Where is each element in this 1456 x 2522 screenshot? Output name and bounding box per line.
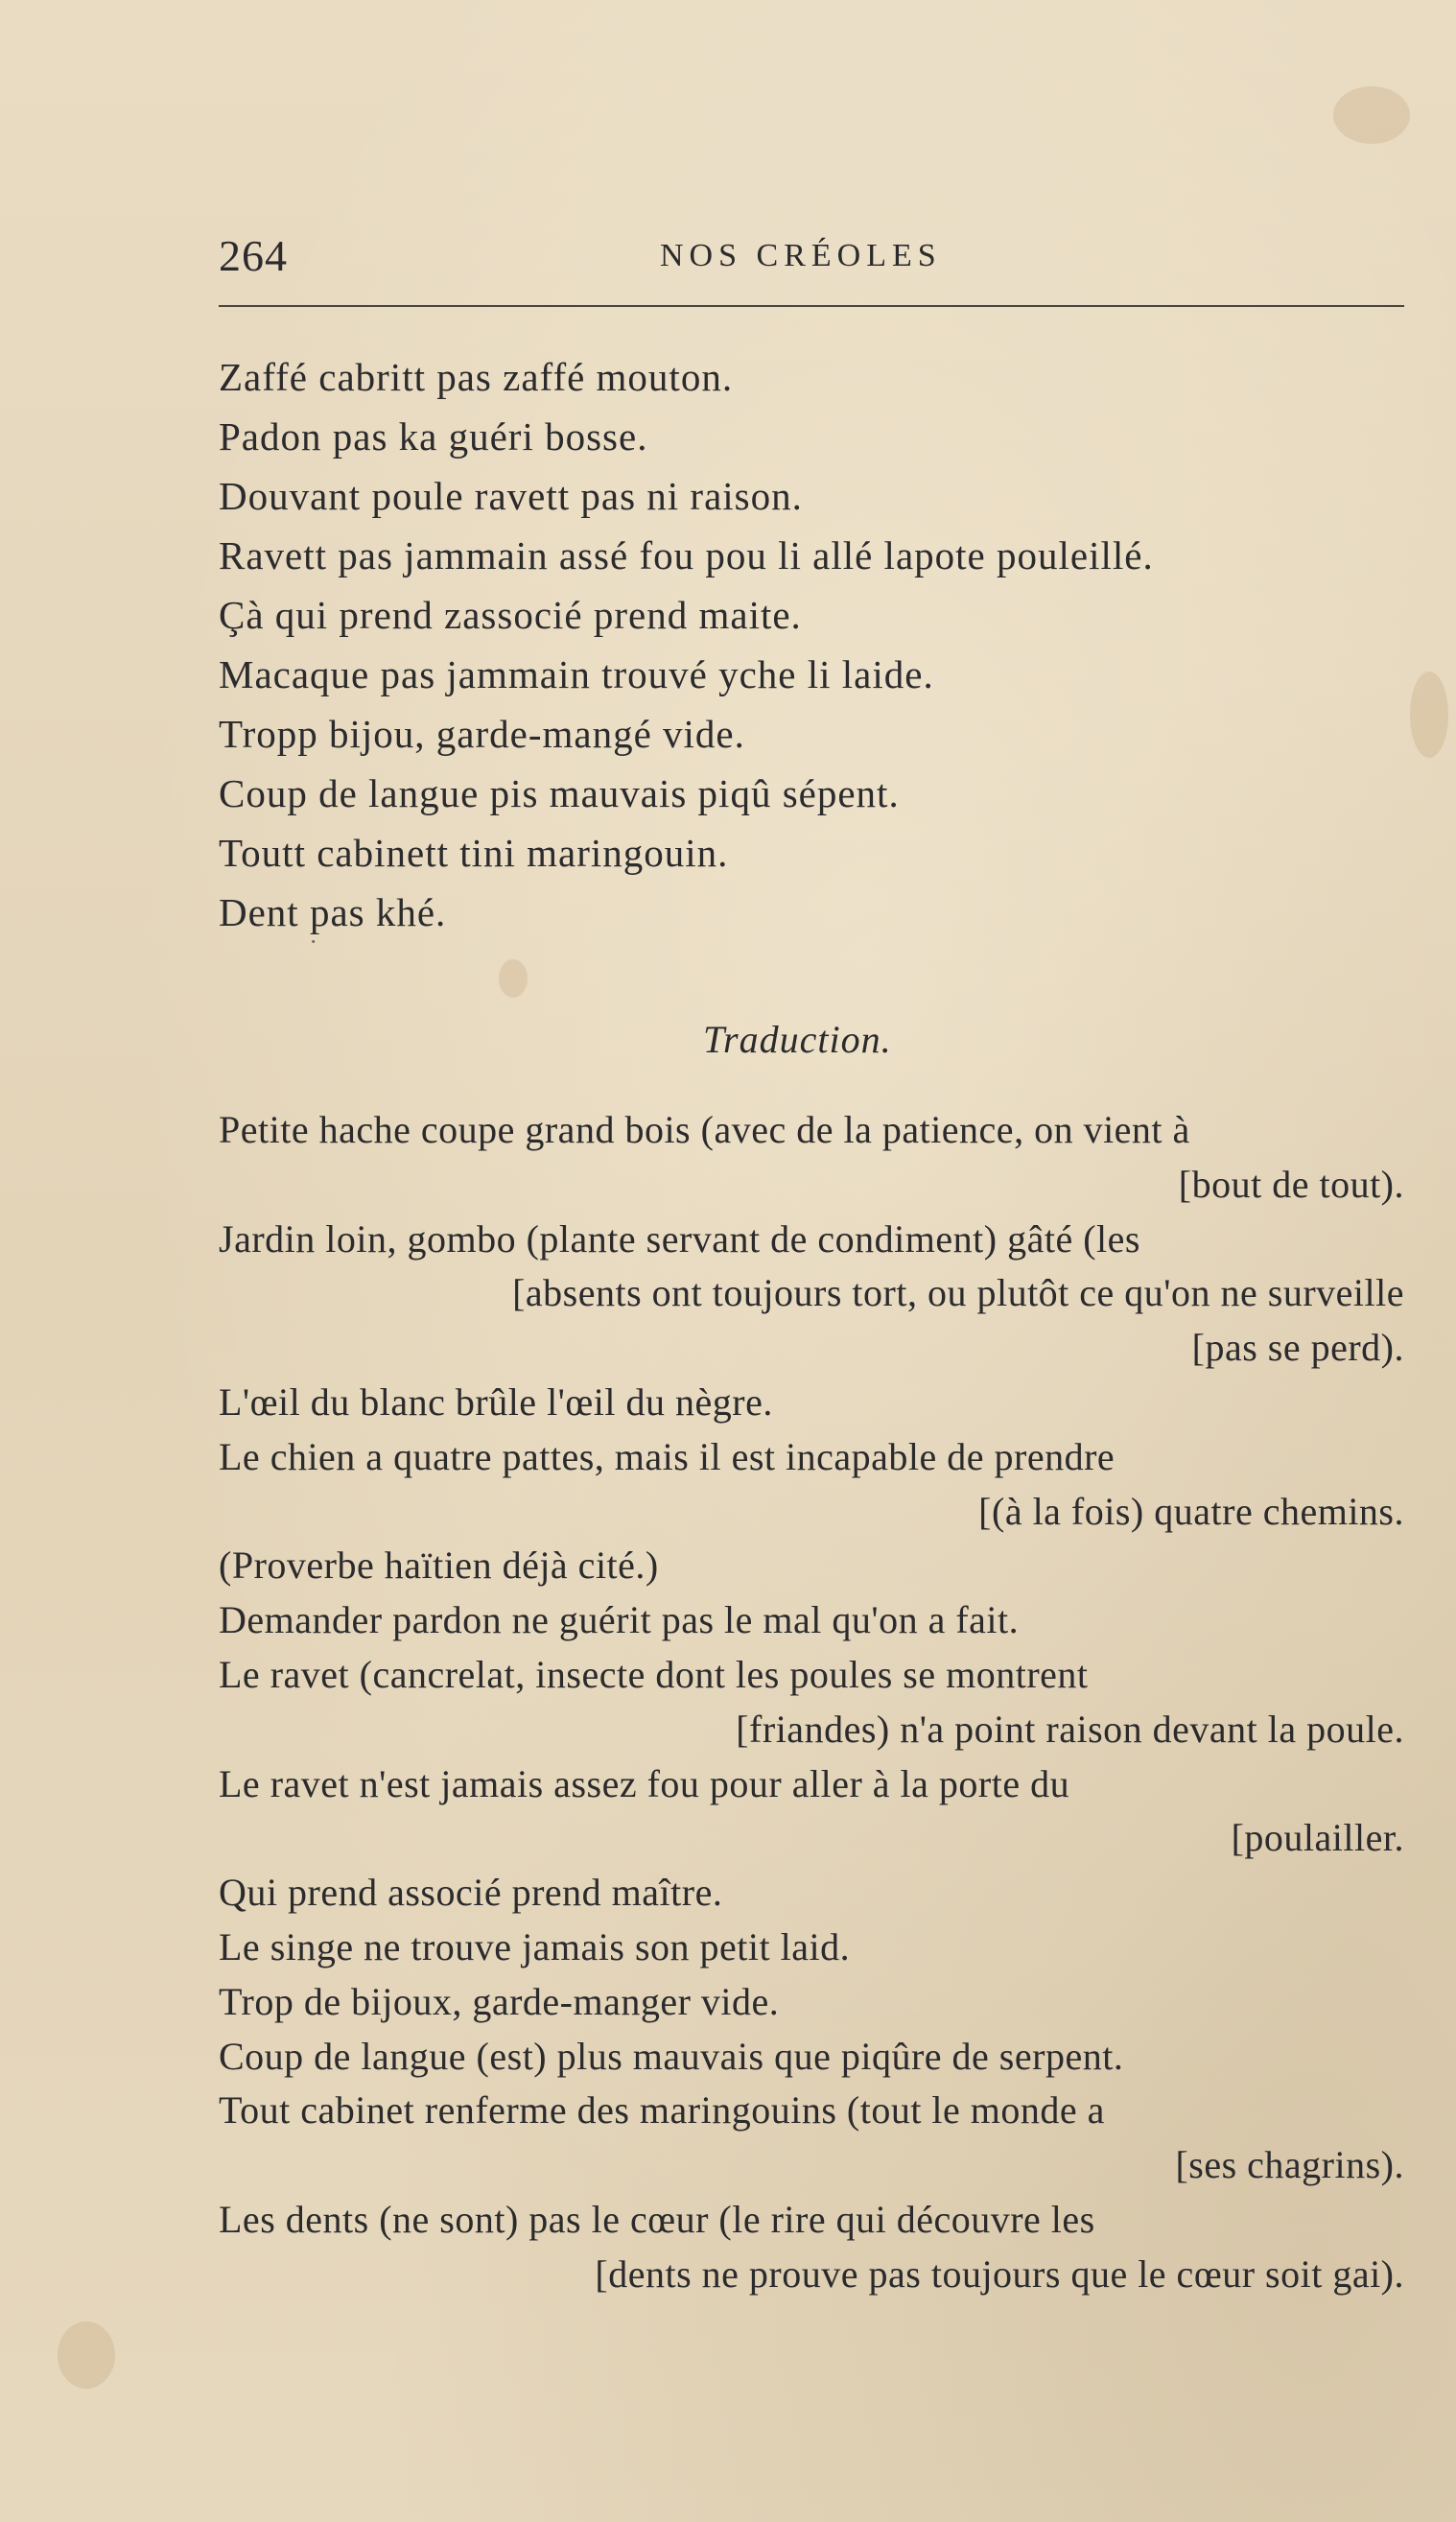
printer-mark: ˙ bbox=[309, 935, 318, 965]
translation-entry bbox=[219, 2084, 1404, 2193]
proverb-line: Dent pas khé. bbox=[219, 890, 447, 934]
proverb-line: Çà qui prend zassocié prend maite. bbox=[219, 593, 802, 637]
translation-line: Le ravet n'est jamais assez fou pour aller à la porte du bbox=[219, 1761, 1070, 1805]
translation-continuation: [bout de tout). bbox=[1178, 1162, 1404, 1206]
translation-line: Tout cabinet renferme des maringouins (tout le monde a bbox=[219, 2088, 1105, 2133]
translation-entry bbox=[219, 1376, 1404, 1430]
page-header bbox=[219, 230, 1404, 288]
paper-stain bbox=[1333, 86, 1410, 144]
translation-line: Le singe ne trouve jamais son petit laid. bbox=[219, 1924, 851, 1968]
translation-entry bbox=[219, 2193, 1404, 2302]
translation-entry bbox=[219, 1757, 1404, 1867]
translation-line: Jardin loin, gombo (plante servant de condiment) gâté (les bbox=[219, 1216, 1140, 1261]
translation-line: Qui prend associé prend maître. bbox=[219, 1871, 723, 1915]
header-rule bbox=[219, 305, 1404, 307]
translation-entry bbox=[219, 1648, 1404, 1757]
translation-line: (Proverbe haïtien déjà cité.) bbox=[219, 1544, 659, 1588]
translation-entry bbox=[219, 1975, 1404, 2030]
translation-continuation: [ses chagrins). bbox=[1175, 2143, 1404, 2187]
proverb-line: Macaque pas jammain trouvé yche li laide. bbox=[219, 652, 934, 696]
translation-continuation: [friandes) n'a point raison devant la poule. bbox=[736, 1707, 1404, 1751]
translation-line: Petite hache coupe grand bois (avec de la patience, on vient à bbox=[219, 1108, 1190, 1151]
translation-continuation: [absents ont toujours tort, ou plutôt ce qu'on ne surveille bbox=[512, 1271, 1404, 1315]
translation-entry bbox=[219, 1866, 1404, 1921]
translation-entry bbox=[219, 1213, 1404, 1376]
translation-entry bbox=[219, 1593, 1404, 1648]
translation-continuation: [pas se perd). bbox=[1191, 1326, 1404, 1370]
proverb-line: Douvant poule ravett pas ni raison. bbox=[219, 474, 803, 518]
translation-continuation: [(à la fois) quatre chemins. bbox=[978, 1489, 1404, 1533]
translation-entry bbox=[219, 2030, 1404, 2085]
translation-line: Coup de langue (est) plus mauvais que piqûre de serpent. bbox=[219, 2034, 1124, 2078]
translation-line: Demander pardon ne guérit pas le mal qu'on a fait. bbox=[219, 1598, 1020, 1642]
proverb-line: Tropp bijou, garde-mangé vide. bbox=[219, 712, 745, 756]
paper-stain bbox=[499, 959, 528, 998]
proverb-line: Ravett pas jammain assé fou pou li allé lapote pouleillé. bbox=[219, 533, 1154, 577]
translation-list bbox=[219, 1103, 1404, 2302]
creole-proverbs bbox=[219, 347, 1404, 942]
translation-line: Le ravet (cancrelat, insecte dont les poules se montrent bbox=[219, 1652, 1089, 1696]
section-title: Traduction. bbox=[703, 1018, 892, 1061]
proverb-line: Coup de langue pis mauvais piqû sépent. bbox=[219, 771, 900, 815]
running-title: NOS CRÉOLES bbox=[660, 238, 942, 273]
page-number: 264 bbox=[219, 231, 288, 280]
translation-continuation: [poulailler. bbox=[1231, 1816, 1404, 1860]
translation-entry bbox=[219, 1921, 1404, 1975]
translation-line: Trop de bijoux, garde-manger vide. bbox=[219, 1979, 780, 2023]
translation-continuation: [dents ne prouve pas toujours que le cœur soit gai). bbox=[595, 2251, 1404, 2296]
paper-stain bbox=[1410, 672, 1448, 758]
translation-entry bbox=[219, 1539, 1404, 1593]
proverb-line: Zaffé cabritt pas zaffé mouton. bbox=[219, 355, 734, 399]
translation-line: Les dents (ne sont) pas le cœur (le rire qui découvre les bbox=[219, 2197, 1095, 2241]
translation-entry bbox=[219, 1103, 1404, 1213]
proverb-line: Padon pas ka guéri bosse. bbox=[219, 414, 648, 459]
translation-entry bbox=[219, 1430, 1404, 1540]
proverb-line: Toutt cabinett tini maringouin. bbox=[219, 831, 729, 875]
translation-line: L'œil du blanc brûle l'œil du nègre. bbox=[219, 1379, 773, 1424]
paper-stain bbox=[58, 2322, 115, 2389]
translation-line: Le chien a quatre pattes, mais il est incapable de prendre bbox=[219, 1434, 1115, 1478]
